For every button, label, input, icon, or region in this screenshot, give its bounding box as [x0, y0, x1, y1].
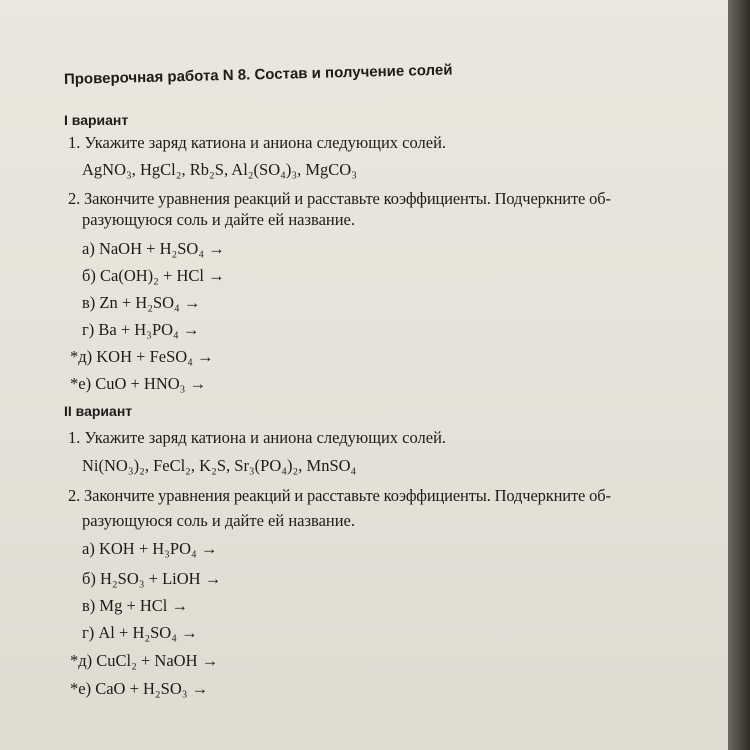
variant-1-salts: AgNO₃, HgCl₂, Rb₂S, Al₂(SO₄)₃, MgCO₃	[82, 160, 357, 179]
v2-reaction-d: г) Al + H₂SO₄ →	[82, 623, 198, 642]
variant-2-salts: Ni(NO₃)₂, FeCl₂, K₂S, Sr₃(PO₄)₂, MnSO₄	[82, 456, 357, 475]
v2-reaction-e: *д) CuCl₂ + NaOH →	[70, 651, 219, 670]
v1-reaction-f: *е) CuO + HNO₃ →	[70, 374, 207, 393]
v1-reaction-b: б) Ca(OH)₂ + HCl →	[82, 266, 225, 285]
variant-2-heading: II вариант	[64, 403, 133, 419]
v1-reaction-e: *д) KOH + FeSO₄ →	[70, 347, 214, 366]
variant-1-task-2: 2. Закончите уравнения реакций и расставьте коэффициенты. Подчеркните об-	[68, 189, 611, 208]
v1-reaction-a: а) NaOH + H₂SO₄ →	[82, 239, 225, 258]
variant-2-task-1: 1. Укажите заряд катиона и аниона следующих солей.	[68, 428, 447, 447]
v2-reaction-a: а) KOH + H₃PO₄ →	[82, 539, 218, 558]
v2-reaction-f: *е) CaO + H₂SO₃ →	[70, 679, 209, 698]
v1-reaction-c: в) Zn + H₂SO₄ →	[82, 293, 201, 312]
v2-reaction-c: в) Mg + HCl →	[82, 596, 189, 615]
page-edge-shadow	[728, 0, 750, 750]
variant-1-task-2-cont: разующуюся соль и дайте ей название.	[82, 210, 355, 229]
page-title: Проверочная работа N 8. Состав и получение солей	[63, 61, 453, 88]
variant-1-task-1: 1. Укажите заряд катиона и аниона следующих солей.	[68, 133, 447, 152]
variant-2-task-2-cont: разующуюся соль и дайте ей название.	[82, 511, 355, 530]
v1-reaction-d: г) Ba + H₃PO₄ →	[82, 320, 200, 339]
v2-reaction-b: б) H₂SO₃ + LiOH →	[82, 569, 222, 588]
variant-2-task-2: 2. Закончите уравнения реакций и расставьте коэффициенты. Подчеркните об-	[68, 486, 611, 505]
variant-1-heading: I вариант	[64, 112, 129, 128]
